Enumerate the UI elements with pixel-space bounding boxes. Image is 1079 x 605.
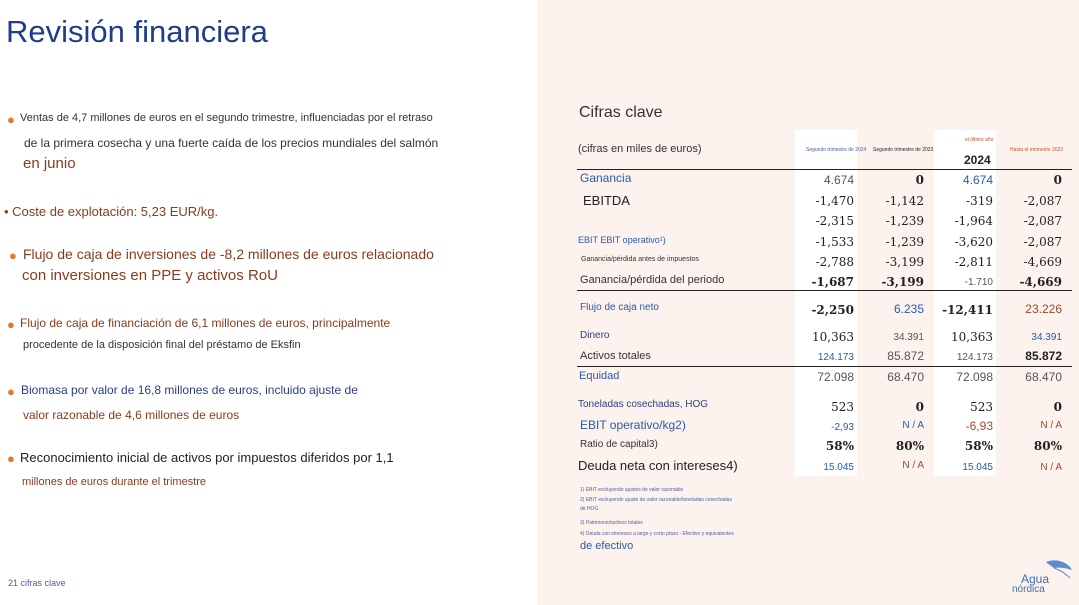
row-label: EBIT EBIT operativo¹) xyxy=(578,235,666,245)
table-cell: 72.098 xyxy=(817,370,854,384)
bullet-5-line-2: valor razonable de 4,6 millones de euros xyxy=(23,408,240,422)
bullet-dot: ● xyxy=(7,384,15,399)
bullet-4-line-1: Flujo de caja de financiación de 6,1 millones de euros, principalmente xyxy=(20,316,391,330)
table-cell: N / A xyxy=(1040,462,1062,473)
row-label: Flujo de caja neto xyxy=(580,302,659,313)
table-cell: -2,087 xyxy=(1023,214,1062,228)
table-cell: 0 xyxy=(1053,173,1062,187)
table-cell: -6,93 xyxy=(965,419,993,433)
table-cell: 34.391 xyxy=(893,332,924,343)
table-cell: -2,250 xyxy=(811,303,854,317)
column-header: Segundo trimestre de 2024 xyxy=(806,147,867,153)
table-cell: 4.674 xyxy=(823,173,854,187)
column-header: el último año xyxy=(965,137,994,143)
bullet-dot: ● xyxy=(7,451,15,466)
bullet-6-line-1: Reconocimiento inicial de activos por impuestos diferidos por 1,1 xyxy=(20,450,394,465)
table-cell: -3,620 xyxy=(954,235,993,249)
table-cell: -1,533 xyxy=(815,235,854,249)
row-label: Deuda neta con intereses4) xyxy=(578,458,738,473)
table-cell: 58% xyxy=(825,439,854,453)
column-header-year: 2024 xyxy=(964,153,991,167)
table-cell: 85.872 xyxy=(887,349,924,363)
table-cell: -2,811 xyxy=(954,255,993,269)
table-cell: -1,239 xyxy=(885,214,924,228)
table-cell: -1,239 xyxy=(885,235,924,249)
table-cell: -1,142 xyxy=(885,194,924,208)
footnote-tail: de efectivo xyxy=(580,540,634,552)
table-cell: -2,315 xyxy=(815,214,854,228)
bullet-dot: ● xyxy=(9,248,17,263)
bullet-dot: ● xyxy=(7,112,15,127)
table-cell: 0 xyxy=(915,400,924,414)
table-cell: 80% xyxy=(895,439,924,453)
table-cell: 10,363 xyxy=(812,330,854,344)
bullet-3-line-1: Flujo de caja de inversiones de -8,2 millones de euros relacionado xyxy=(23,246,434,262)
bullet-1-line-3: en junio xyxy=(23,155,76,172)
bullet-3-line-2: con inversiones en PPE y activos RoU xyxy=(22,267,278,284)
footnote: 3) Patrimonio/activos totales xyxy=(580,520,643,526)
table-cell: 15.045 xyxy=(823,462,854,473)
table-cell: -2,087 xyxy=(1023,194,1062,208)
table-cell: 23.226 xyxy=(1025,302,1062,316)
bullet-1-line-1: Ventas de 4,7 millones de euros en el segundo trimestre, influenciadas por el retraso xyxy=(20,112,433,124)
table-cell: 4.674 xyxy=(962,173,993,187)
row-label: EBIT operativo/kg2) xyxy=(580,418,686,432)
logo-text: Agua xyxy=(1021,572,1050,586)
bullet-5-line-1: Biomasa por valor de 16,8 millones de euros, incluido ajuste de xyxy=(21,383,358,397)
table-cell: -4,669 xyxy=(1023,255,1062,269)
slide-title: Revisión financiera xyxy=(6,14,268,49)
table-cell: -4,669 xyxy=(1019,275,1062,289)
table-cell: 523 xyxy=(831,400,854,414)
row-label: Ratio de capital3) xyxy=(580,439,658,450)
row-label: Activos totales xyxy=(580,350,651,362)
table-cell: -2,93 xyxy=(831,422,854,433)
table-cell: -1,964 xyxy=(954,214,993,228)
panel-title: Cifras clave xyxy=(579,104,663,121)
row-label: Toneladas cosechadas, HOG xyxy=(578,399,709,410)
table-cell: -1,687 xyxy=(811,275,854,289)
footnote: 1) EBIT excluyendo ajustes de valor razonable xyxy=(580,487,684,493)
table-cell: N / A xyxy=(902,420,924,431)
table-cell: -2,788 xyxy=(815,255,854,269)
table-cell: -2,087 xyxy=(1023,235,1062,249)
table-cell: 72.098 xyxy=(956,370,993,384)
row-label: Ganancia/pérdida antes de impuestos xyxy=(581,256,699,263)
footnote: de HOG xyxy=(580,506,599,512)
bullet-2-line-1: • Coste de explotación: 5,23 EUR/kg. xyxy=(4,204,219,219)
table-cell: 58% xyxy=(964,439,993,453)
table-cell: 15.045 xyxy=(962,462,993,473)
row-label: Ganancia/pérdida del periodo xyxy=(580,274,725,286)
logo-text: nórdica xyxy=(1012,584,1045,595)
footnote: 4) Deuda con intereses a largo y corto plazo - Efectivo y equivalentes xyxy=(580,531,734,537)
table-cell: 34.391 xyxy=(1031,332,1062,343)
column-header: Segundo trimestre de 2023 xyxy=(873,147,934,153)
footnote: 2) EBIT excluyendo ajuste de valor razonable/toneladas cosechadas xyxy=(580,497,732,503)
bullet-6-line-2: millones de euros durante el trimestre xyxy=(22,476,207,488)
table-cell: -1,470 xyxy=(815,194,854,208)
divider xyxy=(577,366,1072,367)
bullet-1-line-2: de la primera cosecha y una fuerte caída de los precios mundiales del salmón xyxy=(24,136,439,150)
table-cell: 68.470 xyxy=(1025,370,1062,384)
table-cell: 6.235 xyxy=(893,302,924,316)
bullet-list xyxy=(0,0,537,605)
table-cell: N / A xyxy=(902,460,924,471)
table-cell: 85.872 xyxy=(1025,349,1062,363)
divider xyxy=(577,290,1072,291)
bullet-dot: ● xyxy=(7,317,15,332)
table-cell: -3,199 xyxy=(881,275,924,289)
table-cell: -1.710 xyxy=(964,277,993,288)
panel-subtitle: (cifras en miles de euros) xyxy=(578,143,702,155)
table-cell: 68.470 xyxy=(887,370,924,384)
table-cell: -319 xyxy=(966,194,993,208)
table-cell: 0 xyxy=(1053,400,1062,414)
row-label: Ganancia xyxy=(580,171,632,185)
row-label: Equidad xyxy=(579,370,620,382)
column-header: Hasta el momento 2023 xyxy=(1010,147,1064,153)
row-label: Dinero xyxy=(580,330,610,341)
table-cell: 0 xyxy=(915,173,924,187)
divider xyxy=(577,169,1072,170)
table-cell: -12,411 xyxy=(942,303,993,317)
row-label: EBITDA xyxy=(583,193,630,208)
table-cell: -3,199 xyxy=(885,255,924,269)
table-cell: 80% xyxy=(1033,439,1062,453)
bullet-4-line-2: procedente de la disposición final del préstamo de Eksfin xyxy=(23,339,301,351)
table-cell: 10,363 xyxy=(951,330,993,344)
table-cell: 124.173 xyxy=(817,352,854,363)
table-cell: 124.173 xyxy=(956,352,993,363)
page-footer: 21 cifras clave xyxy=(8,578,66,588)
table-cell: N / A xyxy=(1040,420,1062,431)
table-cell: 523 xyxy=(970,400,993,414)
